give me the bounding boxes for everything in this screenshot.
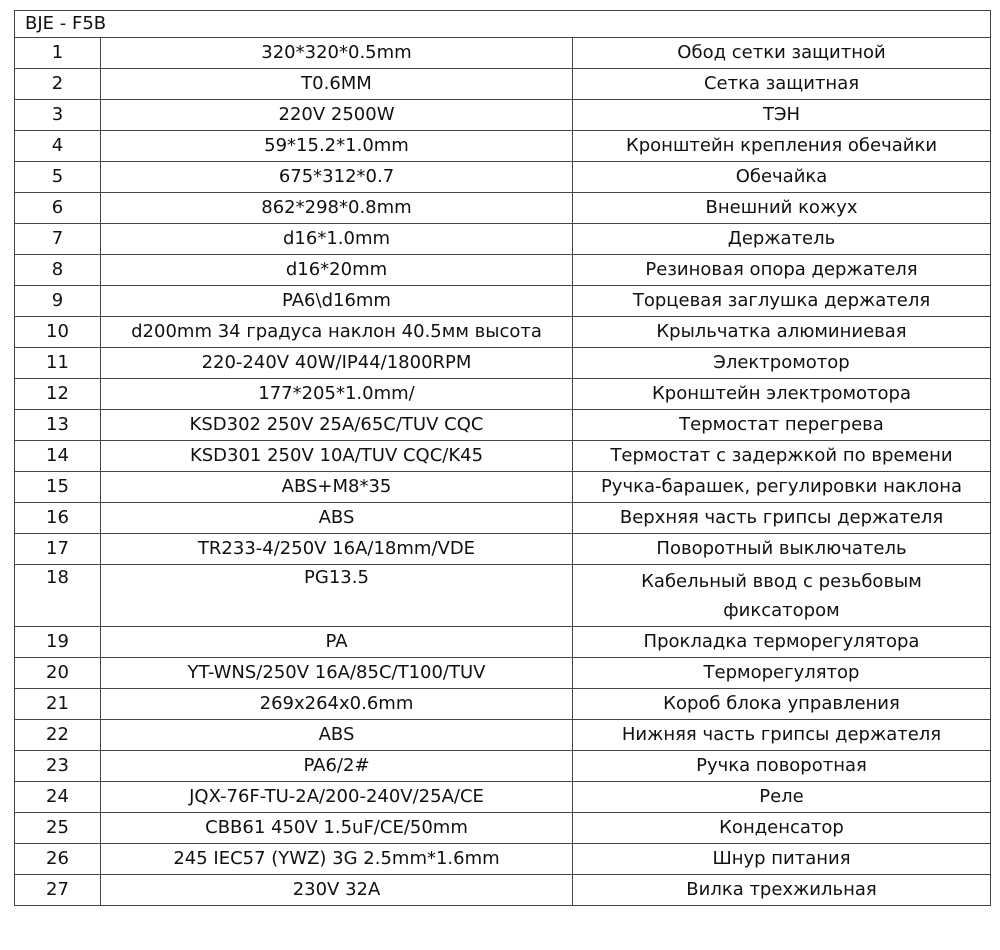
row-description: Ручка поворотная <box>573 751 991 782</box>
row-description: Кронштейн электромотора <box>573 379 991 410</box>
table-row <box>15 379 991 410</box>
row-number: 5 <box>15 162 101 193</box>
row-description: Нижняя часть грипсы держателя <box>573 720 991 751</box>
row-description: Реле <box>573 782 991 813</box>
row-description: Поворотный выключатель <box>573 534 991 565</box>
table-row <box>15 627 991 658</box>
table-row <box>15 193 991 224</box>
row-description: Прокладка терморегулятора <box>573 627 991 658</box>
row-specification: d16*1.0mm <box>101 224 573 255</box>
row-specification: 177*205*1.0mm/ <box>101 379 573 410</box>
row-description: Ручка-барашек, регулировки наклона <box>573 472 991 503</box>
row-number: 4 <box>15 131 101 162</box>
table-row <box>15 38 991 69</box>
table-header-row <box>15 11 991 38</box>
row-description: Терморегулятор <box>573 658 991 689</box>
table-row <box>15 503 991 534</box>
row-number: 22 <box>15 720 101 751</box>
row-specification: d200mm 34 градуса наклон 40.5мм высота <box>101 317 573 348</box>
row-number: 12 <box>15 379 101 410</box>
table-row <box>15 720 991 751</box>
row-description: Сетка защитная <box>573 69 991 100</box>
row-description: Крыльчатка алюминиевая <box>573 317 991 348</box>
row-number: 24 <box>15 782 101 813</box>
model-title: BJE - F5B <box>15 11 991 38</box>
row-specification: T0.6MM <box>101 69 573 100</box>
table-row <box>15 565 991 627</box>
row-specification: KSD302 250V 25A/65C/TUV CQC <box>101 410 573 441</box>
row-description: Электромотор <box>573 348 991 379</box>
row-number: 27 <box>15 875 101 906</box>
table-row <box>15 131 991 162</box>
row-number: 2 <box>15 69 101 100</box>
row-number: 9 <box>15 286 101 317</box>
row-description: Резиновая опора держателя <box>573 255 991 286</box>
table-row <box>15 751 991 782</box>
row-number: 13 <box>15 410 101 441</box>
row-description: Термостат с задержкой по времени <box>573 441 991 472</box>
row-description: Конденсатор <box>573 813 991 844</box>
row-number: 15 <box>15 472 101 503</box>
row-specification: ABS <box>101 503 573 534</box>
row-description: Обод сетки защитной <box>573 38 991 69</box>
table-row <box>15 348 991 379</box>
table-row <box>15 875 991 906</box>
row-number: 10 <box>15 317 101 348</box>
row-description: Обечайка <box>573 162 991 193</box>
row-number: 23 <box>15 751 101 782</box>
row-number: 16 <box>15 503 101 534</box>
row-specification: 862*298*0.8mm <box>101 193 573 224</box>
row-description: Короб блока управления <box>573 689 991 720</box>
table-row <box>15 534 991 565</box>
row-specification: PA6/2# <box>101 751 573 782</box>
row-number: 14 <box>15 441 101 472</box>
row-number: 21 <box>15 689 101 720</box>
row-number: 19 <box>15 627 101 658</box>
parts-table <box>14 10 991 906</box>
row-specification: TR233-4/250V 16A/18mm/VDE <box>101 534 573 565</box>
table-row <box>15 317 991 348</box>
table-row <box>15 410 991 441</box>
table-row <box>15 689 991 720</box>
row-number: 6 <box>15 193 101 224</box>
table-row <box>15 658 991 689</box>
row-description: Шнур питания <box>573 844 991 875</box>
row-specification: 245 IEC57 (YWZ) 3G 2.5mm*1.6mm <box>101 844 573 875</box>
row-description: Кабельный ввод с резьбовым фиксатором <box>573 565 991 627</box>
row-specification: 220V 2500W <box>101 100 573 131</box>
table-row <box>15 69 991 100</box>
table-row <box>15 286 991 317</box>
row-specification: 320*320*0.5mm <box>101 38 573 69</box>
row-specification: KSD301 250V 10A/TUV CQC/K45 <box>101 441 573 472</box>
table-row <box>15 441 991 472</box>
table-row <box>15 100 991 131</box>
row-number: 7 <box>15 224 101 255</box>
row-number: 3 <box>15 100 101 131</box>
table-row <box>15 813 991 844</box>
row-number: 1 <box>15 38 101 69</box>
row-number: 26 <box>15 844 101 875</box>
row-specification: d16*20mm <box>101 255 573 286</box>
row-specification: 269x264x0.6mm <box>101 689 573 720</box>
row-number: 18 <box>15 565 101 627</box>
row-number: 20 <box>15 658 101 689</box>
row-description: Верхняя часть грипсы держателя <box>573 503 991 534</box>
row-specification: 230V 32A <box>101 875 573 906</box>
row-description: ТЭН <box>573 100 991 131</box>
table-row <box>15 255 991 286</box>
row-specification: PG13.5 <box>101 565 573 627</box>
row-specification: 59*15.2*1.0mm <box>101 131 573 162</box>
parts-table-body <box>15 11 991 906</box>
row-specification: ABS+M8*35 <box>101 472 573 503</box>
row-specification: CBB61 450V 1.5uF/CE/50mm <box>101 813 573 844</box>
row-description: Вилка трехжильная <box>573 875 991 906</box>
row-specification: PA6\d16mm <box>101 286 573 317</box>
row-description: Кронштейн крепления обечайки <box>573 131 991 162</box>
table-row <box>15 224 991 255</box>
row-number: 8 <box>15 255 101 286</box>
row-description: Держатель <box>573 224 991 255</box>
row-description: Торцевая заглушка держателя <box>573 286 991 317</box>
row-specification: JQX-76F-TU-2A/200-240V/25A/CE <box>101 782 573 813</box>
row-number: 17 <box>15 534 101 565</box>
row-description: Термостат перегрева <box>573 410 991 441</box>
table-row <box>15 782 991 813</box>
row-number: 25 <box>15 813 101 844</box>
table-row <box>15 472 991 503</box>
row-number: 11 <box>15 348 101 379</box>
row-description: Внешний кожух <box>573 193 991 224</box>
row-specification: 675*312*0.7 <box>101 162 573 193</box>
table-row <box>15 162 991 193</box>
row-specification: YT-WNS/250V 16A/85C/T100/TUV <box>101 658 573 689</box>
table-row <box>15 844 991 875</box>
row-specification: PA <box>101 627 573 658</box>
row-specification: 220-240V 40W/IP44/1800RPM <box>101 348 573 379</box>
row-specification: ABS <box>101 720 573 751</box>
